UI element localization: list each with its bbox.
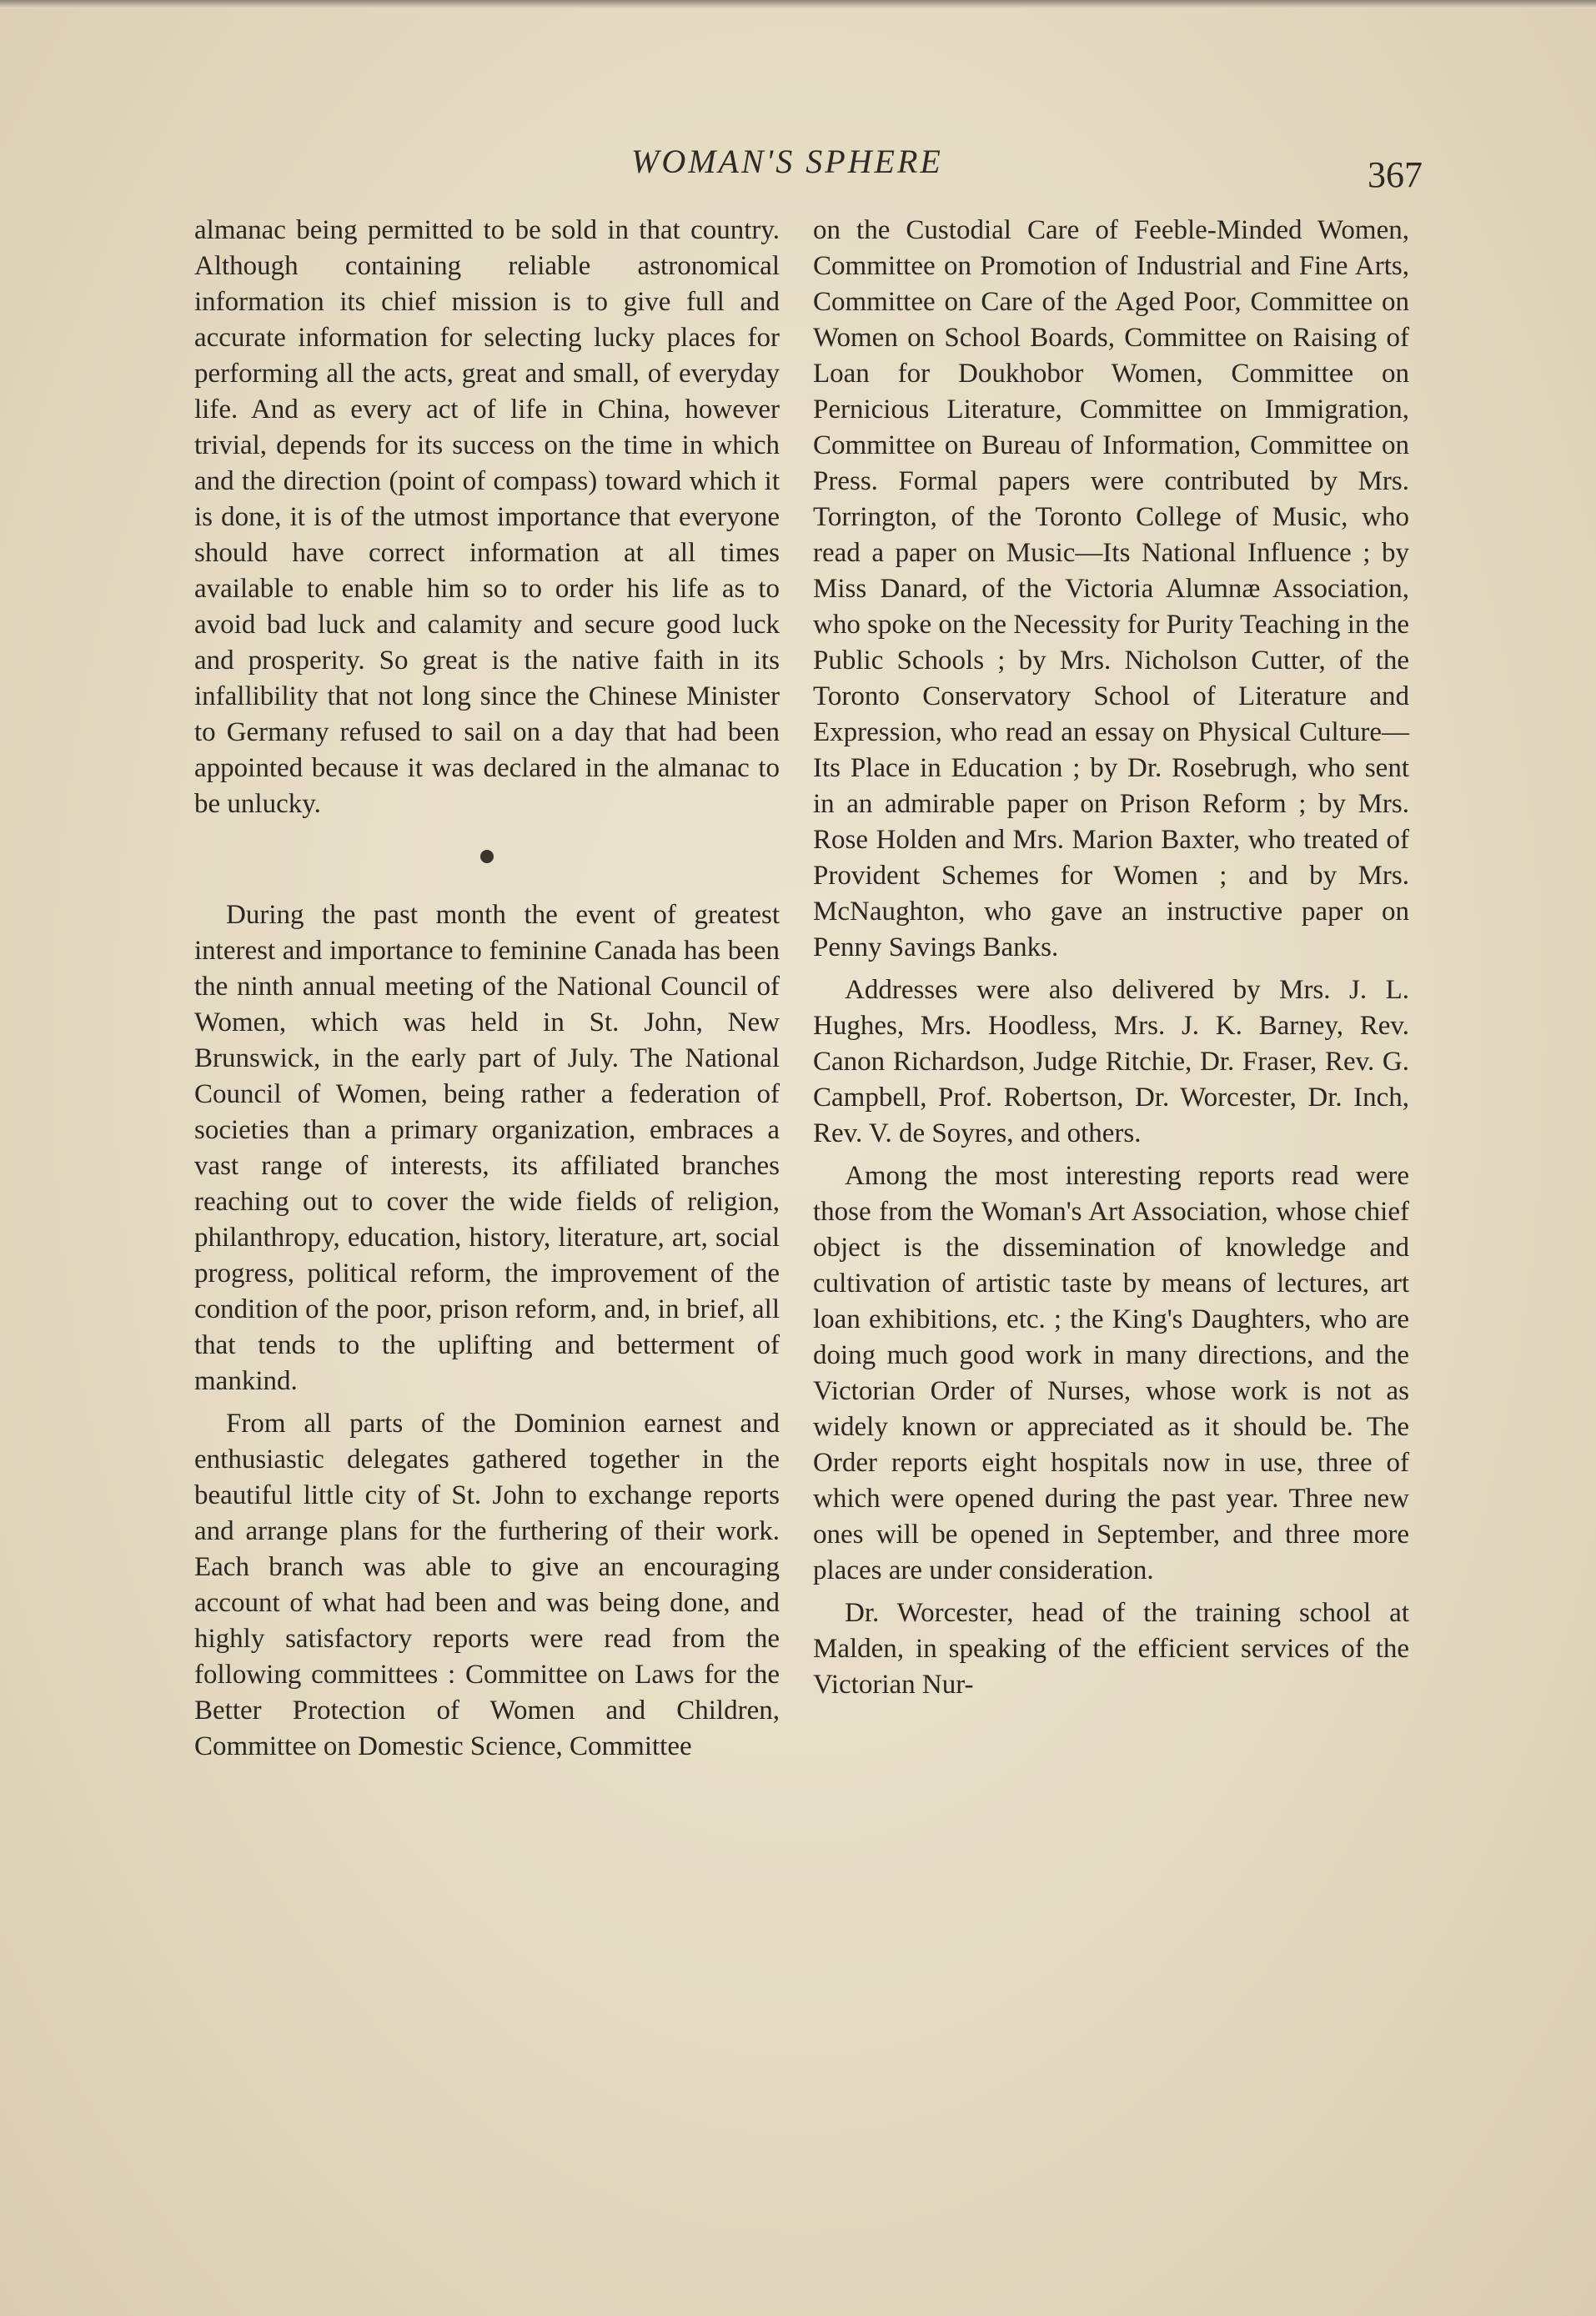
paragraph: Dr. Worcester, head of the training school at Malden, in speaking of the efficient services of the Victorian Nur- (813, 1598, 1409, 1700)
page-top-edge (0, 0, 1596, 8)
paragraph: on the Custodial Care of Feeble-Minded Women, Committee on Promotion of Industrial and Fine Arts, Committee on Care of the Aged Poor, Committee on Women on School Boards, Committee on Raising of Loan for Doukhobor Women, Committee on Pernicious Literature, Committee on Immigration, Committee on Bureau of Information, Committee on Press. Formal papers were contributed by Mrs. Torrington, of the Toronto College of Music, who read a paper on Music—Its National Influence ; by Miss Danard, of the Victoria Alumnæ Association, who spoke on the Necessity for Purity Teaching in the Public Schools ; by Mrs. Nicholson Cutter, of the Toronto Conservatory School of Literature and Expression, who read an essay on Physical Culture—Its Place in Education ; by Dr. Rosebrugh, who sent in an admirable paper on Prison Reform ; by Mrs. Rose Holden and Mrs. Marion Baxter, who treated of Provident Schemes for Women ; and by Mrs. McNaughton, who gave an instructive paper on Penny Savings Banks. (813, 215, 1409, 962)
paragraph: almanac being permitted to be sold in that country. Although containing reliable astronomical information its chief mission is to give full and accurate information for selecting lucky places for performing all the acts, great and small, of everyday life. And as every act of life in China, however trivial, depends for its success on the time in which and the direction (point of compass) toward which it is done, it is of the utmost importance that everyone should have correct information at all times available to enable him so to order his life as to avoid bad luck and calamity and secure good luck and prosperity. So great is the native faith in its infallibility that not long since the Chinese Minister to Germany refused to sail on a day that had been appointed because it was declared in the almanac to be unlucky. (194, 215, 780, 819)
paragraph: During the past month the event of greatest interest and importance to feminine Canada has been the ninth annual meeting of the National Council of Women, which was held in St. John, New Brunswick, in the early part of July. The National Council of Women, being rather a federation of societies than a primary organization, embraces a vast range of interests, its affiliated branches reaching out to cover the wide fields of religion, philanthropy, education, history, literature, art, social progress, political reform, the improvement of the condition of the poor, prison reform, and, in brief, all that tends to the uplifting and betterment of mankind. (194, 900, 780, 1396)
right-column (813, 213, 1409, 1710)
paragraph: Addresses were also delivered by Mrs. J. L. Hughes, Mrs. Hoodless, Mrs. J. K. Barney, Rev. Canon Richardson, Judge Ritchie, Dr. Fraser, Rev. G. Campbell, Prof. Robertson, Dr. Worcester, Dr. Inch, Rev. V. de Soyres, and others. (813, 975, 1409, 1148)
page-header (0, 142, 1596, 200)
divider-ornament-icon (480, 850, 494, 863)
paragraph: From all parts of the Dominion earnest and enthusiastic delegates gathered together in the beautiful little city of St. John to exchange reports and arrange plans for the furthering of their work. Each branch was able to give an encouraging account of what had been and was being done, and highly satisfactory reports were read from the following committees : Committee on Laws for the Better Protection of Women and Children, Committee on Domestic Science, Committee (194, 1409, 780, 1761)
page-number: 367 (1368, 154, 1423, 195)
left-column (194, 213, 780, 1771)
running-title: WOMAN'S SPHERE (631, 143, 943, 180)
paragraph: Among the most interesting reports read were those from the Woman's Art Association, whose chief object is the dissemination of knowledge and cultivation of artistic taste by means of lectures, art loan exhibitions, etc. ; the King's Daughters, who are doing much good work in many directions, and the Victorian Order of Nurses, whose work is not as widely known or appreciated as it should be. The Order reports eight hospitals now in use, three of which were opened during the past year. Three new ones will be opened in September, and three more places are under consideration. (813, 1161, 1409, 1585)
section-divider (194, 829, 780, 897)
